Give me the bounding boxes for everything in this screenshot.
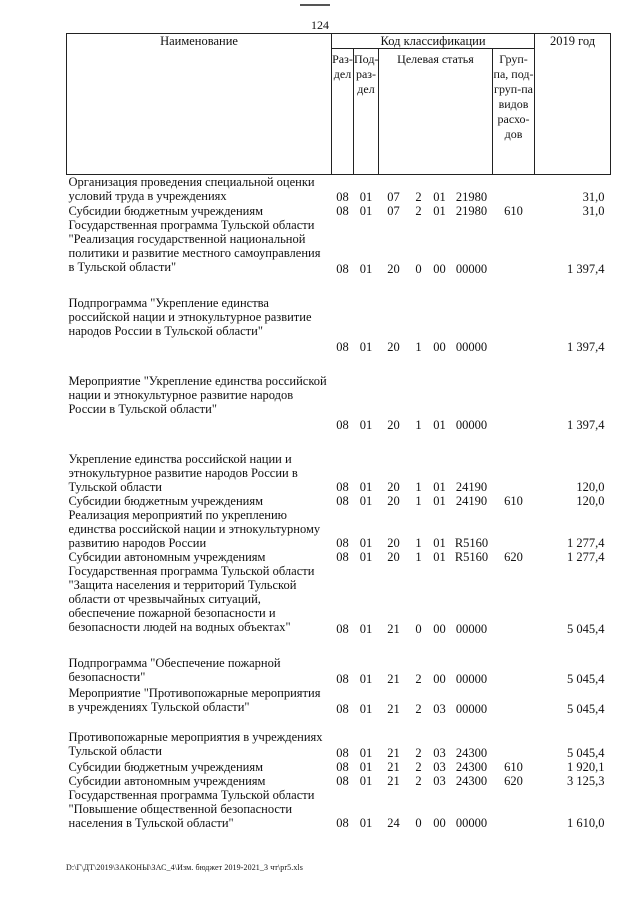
podrazdel-cell: 01 <box>359 339 373 354</box>
expense-group-cell <box>493 564 535 636</box>
target-direction-cell: 00000 <box>455 621 488 636</box>
razdel-cell: 08 <box>336 261 349 276</box>
target-subprogram-cell: 1 <box>415 479 422 494</box>
target-program-cell: 20 <box>387 535 400 550</box>
row-name: Подпрограмма "Укрепление единства российской нации и этнокультурное развитие народов России в Тульской области" <box>68 295 312 338</box>
target-direction-cell: 00000 <box>455 671 488 686</box>
podrazdel-cell: 01 <box>359 261 373 276</box>
target-direction-cell: R5160 <box>454 549 489 564</box>
target-subprogram-cell: 2 <box>415 671 422 686</box>
row-name: Укрепление единства российской нации и этнокультурное развитие народов России в Тульской области <box>68 451 298 494</box>
header-year: 2019 год <box>535 34 611 175</box>
target-direction-cell: 24300 <box>455 745 488 760</box>
row-spacer <box>67 276 611 296</box>
row-name: Организация проведения специальной оценки условий труда в учреждениях <box>68 175 315 203</box>
target-program-cell: 21 <box>387 701 400 716</box>
amount-cell: 5 045,4 <box>567 701 605 716</box>
page-number: 124 <box>311 18 329 32</box>
expense-group-cell <box>493 452 535 494</box>
expense-group-cell <box>493 788 535 830</box>
target-subprogram-cell: 1 <box>415 535 422 550</box>
row-spacer-cell <box>67 716 611 730</box>
row-name: Государственная программа Тульской области "Реализация государственной национальной политики и развитие местного самоуправления в Тульской области" <box>68 217 321 274</box>
target-program-cell: 21 <box>387 759 400 774</box>
amount-cell: 5 045,4 <box>567 745 605 760</box>
expense-group-cell: 610 <box>504 493 523 508</box>
table-row <box>67 760 611 774</box>
target-event-cell: 03 <box>433 745 446 760</box>
target-direction-cell: 00000 <box>455 339 488 354</box>
table-row <box>67 494 611 508</box>
target-event-cell: 03 <box>433 773 446 788</box>
target-direction-cell: 21980 <box>455 203 488 218</box>
row-name: Реализация мероприятий по укреплению единства российской нации и этнокультурному развитию народов России <box>68 507 321 550</box>
header-group: Груп-па, под-груп-па видов расхо-дов <box>493 49 535 175</box>
amount-cell: 120,0 <box>576 479 605 494</box>
target-subprogram-cell: 1 <box>415 493 422 508</box>
target-subprogram-cell: 1 <box>415 549 422 564</box>
target-direction-cell: 24190 <box>455 493 488 508</box>
target-event-cell: 01 <box>433 535 446 550</box>
razdel-cell: 08 <box>336 745 349 760</box>
target-direction-cell: 00000 <box>455 815 488 830</box>
razdel-cell: 08 <box>336 759 349 774</box>
row-name: Субсидии автономным учреждениям <box>68 549 266 564</box>
table-header <box>67 34 611 175</box>
header-name: Наименование <box>67 34 332 175</box>
podrazdel-cell: 01 <box>359 535 373 550</box>
target-subprogram-cell: 1 <box>415 339 422 354</box>
target-direction-cell: R5160 <box>454 535 489 550</box>
target-program-cell: 21 <box>387 745 400 760</box>
target-program-cell: 21 <box>387 773 400 788</box>
expense-group-cell <box>493 374 535 432</box>
target-program-cell: 20 <box>387 549 400 564</box>
expense-group-cell <box>493 296 535 354</box>
row-name: Противопожарные мероприятия в учреждениях Тульской области <box>68 729 323 758</box>
target-program-cell: 20 <box>387 261 400 276</box>
target-subprogram-cell: 0 <box>415 261 422 276</box>
target-program-cell: 20 <box>387 339 400 354</box>
razdel-cell: 08 <box>336 203 349 218</box>
target-event-cell: 00 <box>433 339 446 354</box>
razdel-cell: 08 <box>336 493 349 508</box>
target-direction-cell: 00000 <box>455 261 488 276</box>
expense-group-cell <box>493 730 535 760</box>
target-program-cell: 24 <box>387 815 400 830</box>
podrazdel-cell: 01 <box>359 621 373 636</box>
expense-group-cell <box>493 686 535 716</box>
target-event-cell: 01 <box>433 549 446 564</box>
target-subprogram-cell: 0 <box>415 621 422 636</box>
target-direction-cell: 24300 <box>455 773 488 788</box>
target-program-cell: 21 <box>387 621 400 636</box>
target-program-cell: 20 <box>387 479 400 494</box>
razdel-cell: 08 <box>336 549 349 564</box>
file-path-footer: D:\Г\ДТ\2019\ЗАКОНЫ\ЗАС_4\Изм. бюджет 2019-2021_3 чт\pr5.xls <box>66 863 303 872</box>
table-body <box>67 175 611 830</box>
target-event-cell: 01 <box>433 479 446 494</box>
table-row <box>67 175 611 204</box>
target-subprogram-cell: 2 <box>415 745 422 760</box>
row-spacer <box>67 716 611 730</box>
podrazdel-cell: 01 <box>359 549 373 564</box>
target-event-cell: 00 <box>433 621 446 636</box>
row-spacer <box>67 432 611 452</box>
amount-cell: 120,0 <box>576 493 605 508</box>
target-program-cell: 07 <box>387 203 400 218</box>
expense-group-cell <box>493 656 535 686</box>
razdel-cell: 08 <box>336 535 349 550</box>
podrazdel-cell: 01 <box>359 479 373 494</box>
budget-table <box>66 33 611 830</box>
table-row <box>67 296 611 354</box>
podrazdel-cell: 01 <box>359 759 373 774</box>
row-spacer-cell <box>67 636 611 656</box>
razdel-cell: 08 <box>336 671 349 686</box>
target-subprogram-cell: 0 <box>415 815 422 830</box>
row-name: Государственная программа Тульской области "Защита населения и территорий Тульской области от чрезвычайных ситуаций, обеспечение пожарной безопасности и безопасности людей на водных объектах" <box>68 563 315 634</box>
target-direction-cell: 21980 <box>455 189 488 204</box>
razdel-cell: 08 <box>336 479 349 494</box>
amount-cell: 5 045,4 <box>567 621 605 636</box>
table-row <box>67 564 611 636</box>
expense-group-cell <box>493 218 535 276</box>
target-subprogram-cell: 2 <box>415 759 422 774</box>
expense-group-cell: 610 <box>504 759 523 774</box>
row-name: Субсидии бюджетным учреждениям <box>68 759 264 774</box>
row-name: Подпрограмма "Обеспечение пожарной безопасности" <box>68 655 281 684</box>
target-event-cell: 01 <box>433 189 446 204</box>
target-program-cell: 07 <box>387 189 400 204</box>
amount-cell: 31,0 <box>582 203 605 218</box>
razdel-cell: 08 <box>336 701 349 716</box>
target-program-cell: 20 <box>387 493 400 508</box>
podrazdel-cell: 01 <box>359 745 373 760</box>
target-event-cell: 00 <box>433 671 446 686</box>
podrazdel-cell: 01 <box>359 493 373 508</box>
target-event-cell: 01 <box>433 203 446 218</box>
razdel-cell: 08 <box>336 417 349 432</box>
podrazdel-cell: 01 <box>359 417 373 432</box>
table-row <box>67 452 611 494</box>
podrazdel-cell: 01 <box>359 773 373 788</box>
table-row <box>67 774 611 788</box>
row-name: Субсидии бюджетным учреждениям <box>68 493 264 508</box>
table-row <box>67 508 611 550</box>
target-event-cell: 03 <box>433 759 446 774</box>
row-spacer-cell <box>67 354 611 374</box>
podrazdel-cell: 01 <box>359 203 373 218</box>
razdel-cell: 08 <box>336 189 349 204</box>
row-spacer <box>67 354 611 374</box>
row-spacer-cell <box>67 276 611 296</box>
target-subprogram-cell: 2 <box>415 189 422 204</box>
header-target: Целевая статья <box>379 49 493 175</box>
amount-cell: 3 125,3 <box>567 773 605 788</box>
row-spacer <box>67 636 611 656</box>
amount-cell: 1 277,4 <box>567 535 605 550</box>
amount-cell: 5 045,4 <box>567 671 605 686</box>
header-podrazdel: Под-раз-дел <box>354 49 379 175</box>
target-event-cell: 00 <box>433 815 446 830</box>
target-direction-cell: 00000 <box>455 701 488 716</box>
podrazdel-cell: 01 <box>359 815 373 830</box>
table-row <box>67 218 611 276</box>
expense-group-cell <box>493 508 535 550</box>
target-subprogram-cell: 1 <box>415 417 422 432</box>
target-program-cell: 20 <box>387 417 400 432</box>
header-razdel: Раз-дел <box>332 49 354 175</box>
table-row <box>67 730 611 760</box>
expense-group-cell <box>493 175 535 204</box>
amount-cell: 1 397,4 <box>567 417 605 432</box>
amount-cell: 1 397,4 <box>567 261 605 276</box>
razdel-cell: 08 <box>336 339 349 354</box>
table-row <box>67 374 611 432</box>
expense-group-cell: 620 <box>504 773 523 788</box>
target-subprogram-cell: 2 <box>415 773 422 788</box>
razdel-cell: 08 <box>336 815 349 830</box>
podrazdel-cell: 01 <box>359 189 373 204</box>
podrazdel-cell: 01 <box>359 701 373 716</box>
podrazdel-cell: 01 <box>359 671 373 686</box>
target-program-cell: 21 <box>387 671 400 686</box>
target-event-cell: 00 <box>433 261 446 276</box>
row-name: Субсидии автономным учреждениям <box>68 773 266 788</box>
row-name: Мероприятие "Противопожарные мероприятия в учреждениях Тульской области" <box>68 685 321 714</box>
razdel-cell: 08 <box>336 621 349 636</box>
table-row <box>67 550 611 564</box>
expense-group-cell: 610 <box>504 203 523 218</box>
row-name: Субсидии бюджетным учреждениям <box>68 203 264 218</box>
target-direction-cell: 24300 <box>455 759 488 774</box>
target-direction-cell: 00000 <box>455 417 488 432</box>
target-event-cell: 03 <box>433 701 446 716</box>
row-spacer-cell <box>67 432 611 452</box>
table-row <box>67 656 611 686</box>
target-subprogram-cell: 2 <box>415 701 422 716</box>
amount-cell: 1 397,4 <box>567 339 605 354</box>
amount-cell: 1 277,4 <box>567 549 605 564</box>
expense-group-cell: 620 <box>504 549 523 564</box>
row-name: Мероприятие "Укрепление единства российской нации и этнокультурное развитие народов России в Тульской области" <box>68 373 327 416</box>
amount-cell: 1 920,1 <box>567 759 605 774</box>
amount-cell: 31,0 <box>582 189 605 204</box>
target-event-cell: 01 <box>433 417 446 432</box>
row-name: Государственная программа Тульской области "Повышение общественной безопасности населения в Тульской области" <box>68 787 315 830</box>
target-event-cell: 01 <box>433 493 446 508</box>
target-subprogram-cell: 2 <box>415 203 422 218</box>
header-code: Код классификации <box>332 34 535 49</box>
amount-cell: 1 610,0 <box>567 815 605 830</box>
table-row <box>67 686 611 716</box>
target-direction-cell: 24190 <box>455 479 488 494</box>
razdel-cell: 08 <box>336 773 349 788</box>
table-row <box>67 204 611 218</box>
scan-artifact <box>300 4 330 6</box>
table-row <box>67 788 611 830</box>
